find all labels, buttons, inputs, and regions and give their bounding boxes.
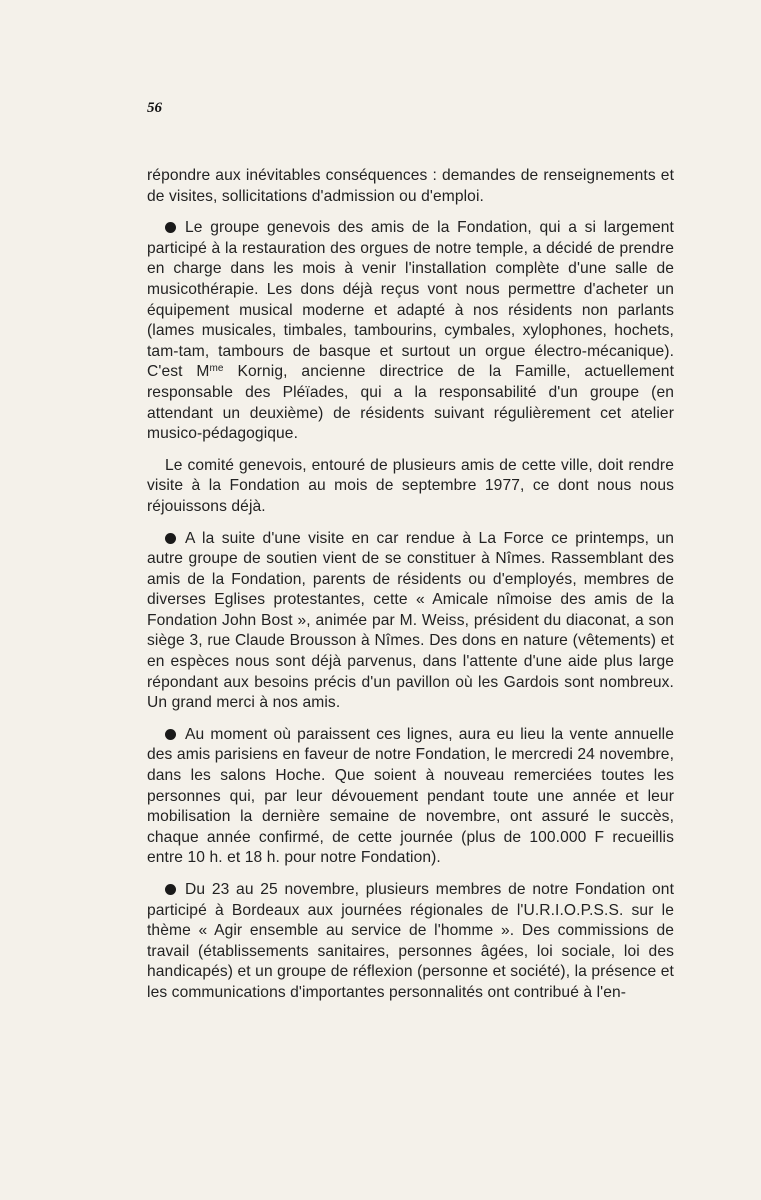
paragraph-6 [147,880,674,1004]
paragraph-2-text-after: Kornig, ancienne directrice de la Famille, actuellement responsable des Pléïades, qui a la responsabilité d'un groupe (en attendant un deuxième) de résidents suivant régulièrement cet atelier musico-pédagogique. [147,363,675,443]
paragraph-6-text: Du 23 au 25 novembre, plusieurs membres de notre Fondation ont participé à Bordeaux aux journées régionales de l'U.R.I.O.P.S.S. sur le thème « Agir ensemble au service de l'homme ». Des commissions de travail (établissements sanitaires, personnes âgées, loi sociale, loi des handicapés) et un groupe de réflexion (personne et société), la présence et les communications d'importantes personnalités ont contribué à l'en- [147,881,674,1001]
paragraph-2-superscript: me [209,363,224,375]
paragraph-1 [147,166,674,207]
bullet-icon [165,533,176,544]
paragraph-2-text-before: Le groupe genevois des amis de la Fondation, qui a si largement participé à la restauration des orgues de notre temple, a décidé de prendre en charge dans les mois à venir l'installation complète d'une salle de musicothérapie. Les dons déjà reçus vont nous permettre d'acheter un équipement musical moderne et adapté à nos résidents non parlants (lames musicales, timbales, tambourins, cymbales, xylophones, hochets, tam-tam, tambours de basque et surtout un orgue électro-mécanique). C'est M [147,219,674,381]
paragraph-4-text: A la suite d'une visite en car rendue à La Force ce printemps, un autre groupe de soutien vient de se constituer à Nîmes. Rassemblant des amis de la Fondation, parents de résidents ou d'employés, membres de diverses Eglises protestantes, cette « Amicale nîmoise des amis de la Fondation John Bost », animée par M. Weiss, président du diaconat, a son siège 3, rue Claude Brousson à Nîmes. Des dons en nature (vêtements) et en espèces nous sont déjà parvenus, dans l'attente d'une aide plus large répondant aux besoins précis d'un pavillon où les Gardois sont nombreux. Un grand merci à nos amis. [147,529,674,712]
paragraph-1-text: répondre aux inévitables conséquences : demandes de renseignements et de visites, sollicitations d'admission ou d'emploi. [147,167,674,205]
bullet-icon [165,884,176,895]
paragraph-5-text: Au moment où paraissent ces lignes, aura eu lieu la vente annuelle des amis parisiens en faveur de notre Fondation, le mercredi 24 novembre, dans les salons Hoche. Que soient à nouveau remerciées toutes les personnes qui, par leur dévouement pendant toute une année et leur mobilisation la dernière semaine de novembre, ont assuré le succès, chaque année confirmé, de cette journée (plus de 100.000 F recueillis entre 10 h. et 18 h. pour notre Fondation). [147,725,674,867]
bullet-icon [165,222,176,233]
paragraph-5 [147,725,674,869]
body-text [147,166,674,1015]
paragraph-3 [147,456,674,518]
page-number: 56 [147,100,162,116]
bullet-icon [165,729,176,740]
paragraph-3-text: Le comité genevois, entouré de plusieurs amis de cette ville, doit rendre visite à la Fondation au mois de septembre 1977, ce dont nous nous réjouissons déjà. [147,456,674,515]
paragraph-2 [147,218,674,445]
paragraph-4 [147,529,674,714]
